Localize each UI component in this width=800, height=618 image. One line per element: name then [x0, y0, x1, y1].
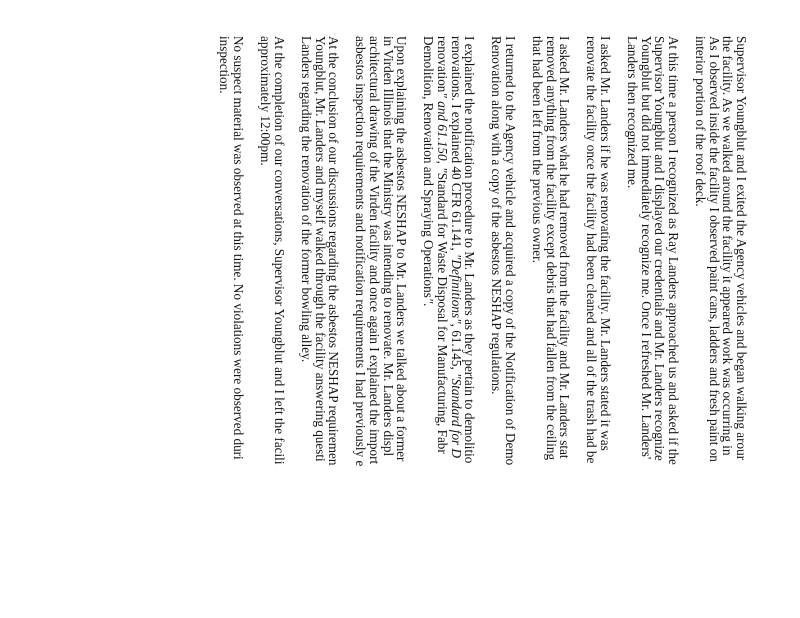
text-line: Upon explaining the asbestos NESHAP to Mr. Landers we talked about a former — [394, 36, 410, 462]
text-line: that had been left from the previous owner. — [530, 36, 546, 264]
text-line: Landers regarding the renovation of the former bowling alley. — [299, 36, 314, 363]
text-line: approximately 12:00pm. — [258, 36, 274, 166]
text-line: inspection. — [217, 36, 233, 94]
text-line: the facility. As we walked around the facility it appeared work was occurring in — [720, 36, 736, 456]
text-line: At this time a person I recognized as Ray Landers approached us and asked if the — [666, 36, 682, 465]
text-line: removed anything from the facility except debris that had fallen from the ceiling — [543, 36, 559, 461]
paragraph — [490, 36, 517, 618]
text-line: Youngblut, Mr. Landers and myself walked through the facility answering questi — [312, 36, 328, 462]
text-line: in Virden Illinois that the Ministry was intending to renovate. Mr. Landers displ — [380, 36, 396, 457]
paragraph — [299, 36, 340, 618]
text-line: Youngblut but did not immediately recognize me. Once I refreshed Mr. Landers' — [638, 36, 654, 460]
text-line: I explained the notification procedure to Mr. Landers as they pertain to demolitio — [462, 36, 478, 464]
paragraph — [694, 36, 748, 618]
text-line: asbestos inspection requirements and notification requirements I had previously e — [353, 36, 369, 467]
text-line: Supervisor Youngblut and I exited the Agency vehicles and began walking arour — [734, 36, 749, 461]
paragraph — [259, 36, 286, 618]
text-line: renovation" and 61.150, "Standard for Waste Disposal for Manufacturing, Fabr — [434, 36, 450, 454]
text-line: Demolition, Renovation and Spraying Operations". — [421, 36, 437, 307]
paragraph — [531, 36, 572, 618]
text-line: As I observed inside the facility I observed paint cans, ladders and fresh paint on — [706, 36, 722, 462]
paragraph — [585, 36, 612, 618]
text-line: No suspect material was observed at this time. No violations were observed duri — [231, 36, 247, 460]
text-line: renovate the facility once the facility had been cleaned and all of the trash had be — [584, 36, 600, 464]
text-line: At the completion of our conversations, Supervisor Youngblut and I left the facili — [271, 36, 287, 465]
text-line: interior portion of the roof deck. — [693, 36, 709, 207]
text-line: renovations. I explained 40 CFR 61.141, "Definitions", 61.145, "Standard for D — [448, 36, 464, 458]
text-line: architectural drawing of the Virden facility and once again I explained the import — [366, 36, 382, 465]
paragraph — [422, 36, 476, 618]
rotated-text-block — [204, 36, 748, 618]
text-line: Renovation along with a copy of the asbestos NESHAP regulations. — [489, 36, 505, 395]
text-line: At the conclusion of our discussions regarding the asbestos NESHAP requiremen — [326, 36, 342, 466]
text-line: I asked Mr. Landers if he was renovating the facility. Mr. Landers stated it was — [598, 36, 614, 451]
text-line: Supervisor Youngblut and I displayed our credentials and Mr. Landers recognize — [652, 36, 668, 461]
paragraph — [354, 36, 408, 618]
text-line: Landers then recognized me. — [625, 36, 641, 189]
text-line: I asked Mr. Landers what he had removed from the facility and Mr. Landers stat — [557, 36, 573, 459]
paragraph — [626, 36, 680, 618]
paragraph — [218, 36, 245, 618]
text-line: I returned to the Agency vehicle and acquired a copy of the Notification of Demo — [502, 36, 518, 466]
